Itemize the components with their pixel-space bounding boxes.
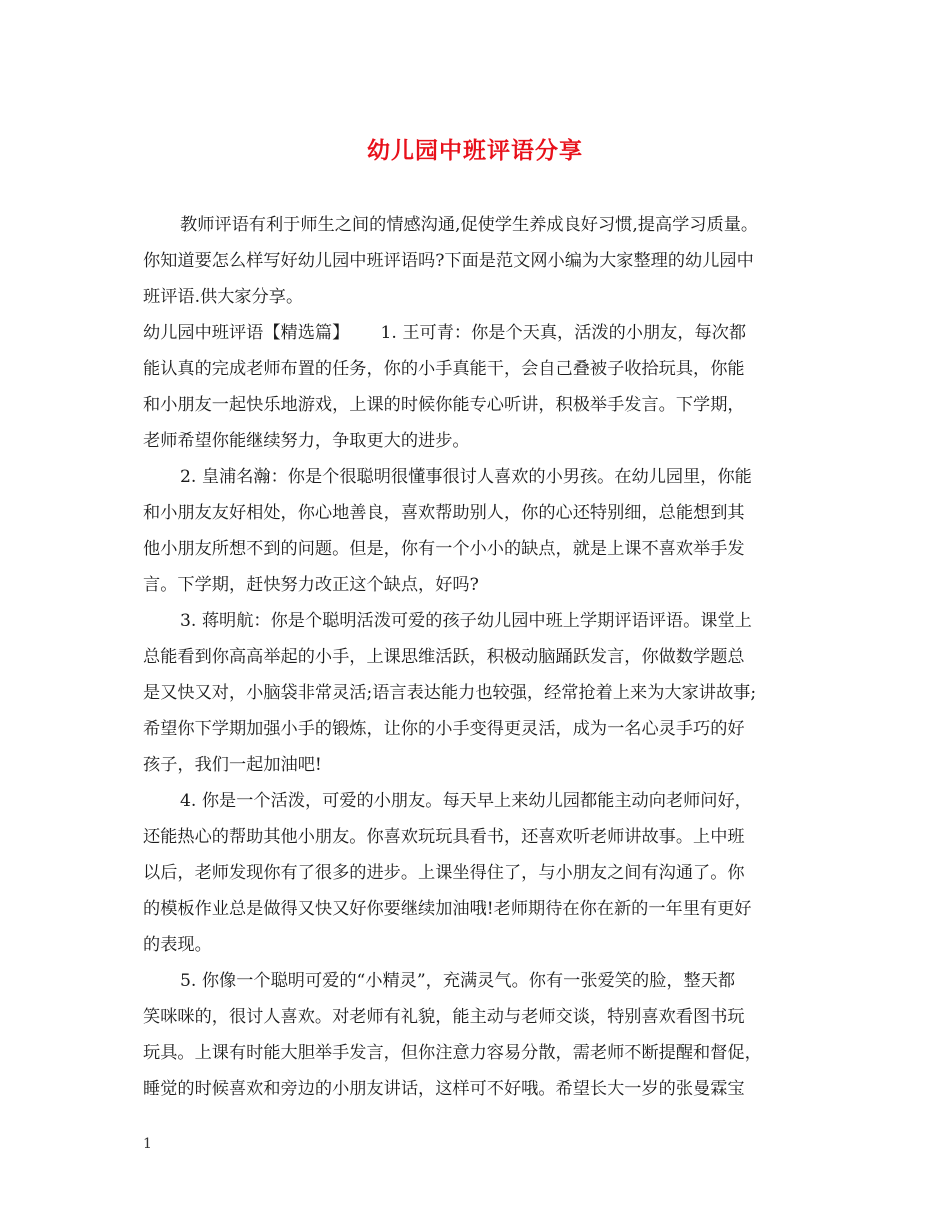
paragraph-line: 的模板作业总是做得又快又好你要继续加油哦!老师期待在你在新的一年里有更好 [143, 899, 752, 919]
paragraph-line: 希望你下学期加强小手的锻炼，让你的小手变得更灵活，成为一名心灵手巧的好 [143, 719, 745, 739]
paragraph-line: 能认真的完成老师布置的任务，你的小手真能干，会自己叠被子收拾玩具，你能 [143, 359, 745, 379]
paragraph-line: 他小朋友所想不到的问题。但是，你有一个小小的缺点，就是上课不喜欢举手发 [143, 539, 745, 559]
paragraph-line: 教师评语有利于师生之间的情感沟通,促使学生养成良好习惯,提高学习质量。 [180, 215, 759, 235]
paragraph-line: 孩子，我们一起加油吧! [143, 755, 322, 775]
paragraph-line: 和小朋友友好相处，你心地善良，喜欢帮助别人，你的心还特别细，总能想到其 [143, 503, 745, 523]
paragraph-line: 幼儿园中班评语【精选篇】 1. 王可青：你是个天真，活泼的小朋友，每次都 [143, 323, 747, 343]
paragraph-line: 睡觉的时候喜欢和旁边的小朋友讲话，这样可不好哦。希望长大一岁的张曼霖宝 [143, 1079, 745, 1099]
paragraph-line: 班评语.供大家分享。 [143, 287, 304, 307]
paragraph-line: 以后，老师发现你有了很多的进步。上课坐得住了，与小朋友之间有沟通了。你 [143, 863, 745, 883]
paragraph-line: 还能热心的帮助其他小朋友。你喜欢玩玩具看书，还喜欢听老师讲故事。上中班 [143, 827, 745, 847]
paragraph-line: 笑咪咪的，很讨人喜欢。对老师有礼貌，能主动与老师交谈，特别喜欢看图书玩 [143, 1007, 745, 1027]
paragraph-line: 是又快又对，小脑袋非常灵活;语言表达能力也较强，经常抢着上来为大家讲故事; [143, 683, 757, 703]
paragraph-line: 你知道要怎么样写好幼儿园中班评语吗?下面是范文网小编为大家整理的幼儿园中 [143, 251, 754, 271]
page-number: 1 [143, 1136, 152, 1152]
paragraph-line: 4. 你是一个活泼，可爱的小朋友。每天早上来幼儿园都能主动向老师问好， [180, 791, 752, 811]
paragraph-line: 和小朋友一起快乐地游戏，上课的时候你能专心听讲，积极举手发言。下学期， [143, 395, 745, 415]
paragraph-line: 老师希望你能继续努力，争取更大的进步。 [143, 431, 470, 451]
paragraph-line: 总能看到你高高举起的小手，上课思维活跃，积极动脑踊跃发言，你做数学题总 [143, 647, 745, 667]
paragraph-line: 的表现。 [143, 935, 212, 955]
paragraph-line: 玩具。上课有时能大胆举手发言，但你注意力容易分散，需老师不断提醒和督促， [143, 1043, 762, 1063]
paragraph-line: 言。下学期，赶快努力改正这个缺点，好吗? [143, 575, 479, 595]
document-body [143, 207, 823, 1107]
document-title: 幼儿园中班评语分享 [367, 137, 583, 164]
paragraph-line: 2. 皇浦名瀚：你是个很聪明很懂事很讨人喜欢的小男孩。在幼儿园里，你能 [180, 467, 752, 487]
paragraph-line: 3. 蒋明航：你是个聪明活泼可爱的孩子幼儿园中班上学期评语评语。课堂上 [180, 611, 752, 631]
paragraph-line: 5. 你像一个聪明可爱的“小精灵”，充满灵气。你有一张爱笑的脸，整天都 [180, 971, 736, 991]
